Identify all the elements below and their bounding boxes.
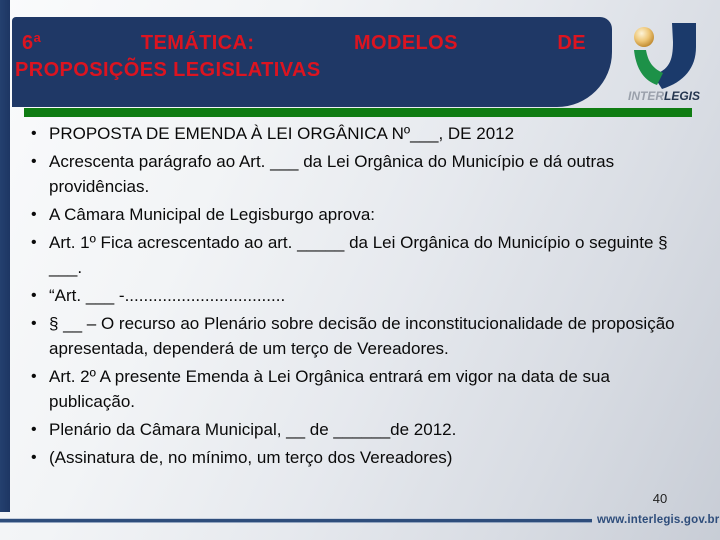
bullet-item: • “Art. ___ -..................................	[30, 283, 697, 308]
bullet-item: • Acrescenta parágrafo ao Art. ___ da Lei Orgânica do Município e dá outras providências.	[30, 149, 697, 199]
page-title-line2: PROPOSIÇÕES LEGISLATIVAS	[15, 59, 321, 81]
svg-text:INTERLEGIS	[628, 89, 700, 103]
bullet-item: • PROPOSTA DE EMENDA À LEI ORGÂNICA Nº___, DE 2012	[30, 121, 697, 146]
title-word: 6ª	[22, 32, 42, 54]
bullet-item: • A Câmara Municipal de Legisburgo aprova:	[30, 202, 697, 227]
left-accent-bar	[0, 0, 10, 512]
interlegis-logo-icon	[620, 20, 715, 105]
bullet-item: • (Assinatura de, no mínimo, um terço dos Vereadores)	[30, 445, 697, 470]
bullet-item: • Art. 2º A presente Emenda à Lei Orgânica entrará em vigor na data de sua publicação.	[30, 364, 697, 414]
title-word: MODELOS	[353, 32, 458, 54]
bullet-item: • Art. 1º Fica acrescentado ao art. _____ da Lei Orgânica do Município o seguinte § ___.	[30, 230, 697, 280]
title-word: DE	[557, 32, 586, 54]
title-banner	[12, 17, 612, 107]
bullet-list	[30, 121, 697, 473]
page-number: 40	[652, 491, 668, 506]
logo-mark-icon	[620, 20, 715, 105]
bullet-item: • § __ – O recurso ao Plenário sobre decisão de inconstitucionalidade de proposição apresentada, dependerá de um terço de Vereadores.	[30, 311, 697, 361]
green-divider-bar	[24, 108, 692, 117]
bullet-item: • Plenário da Câmara Municipal, __ de ______de 2012.	[30, 417, 697, 442]
title-word: TEMÁTICA:	[140, 32, 255, 54]
footer-divider	[0, 518, 592, 524]
footer-url: www.interlegis.gov.br	[597, 514, 720, 526]
page-title-line1	[12, 17, 612, 57]
logo-text-legis: LEGIS	[664, 89, 701, 103]
logo-text-inter: INTER	[628, 89, 664, 103]
